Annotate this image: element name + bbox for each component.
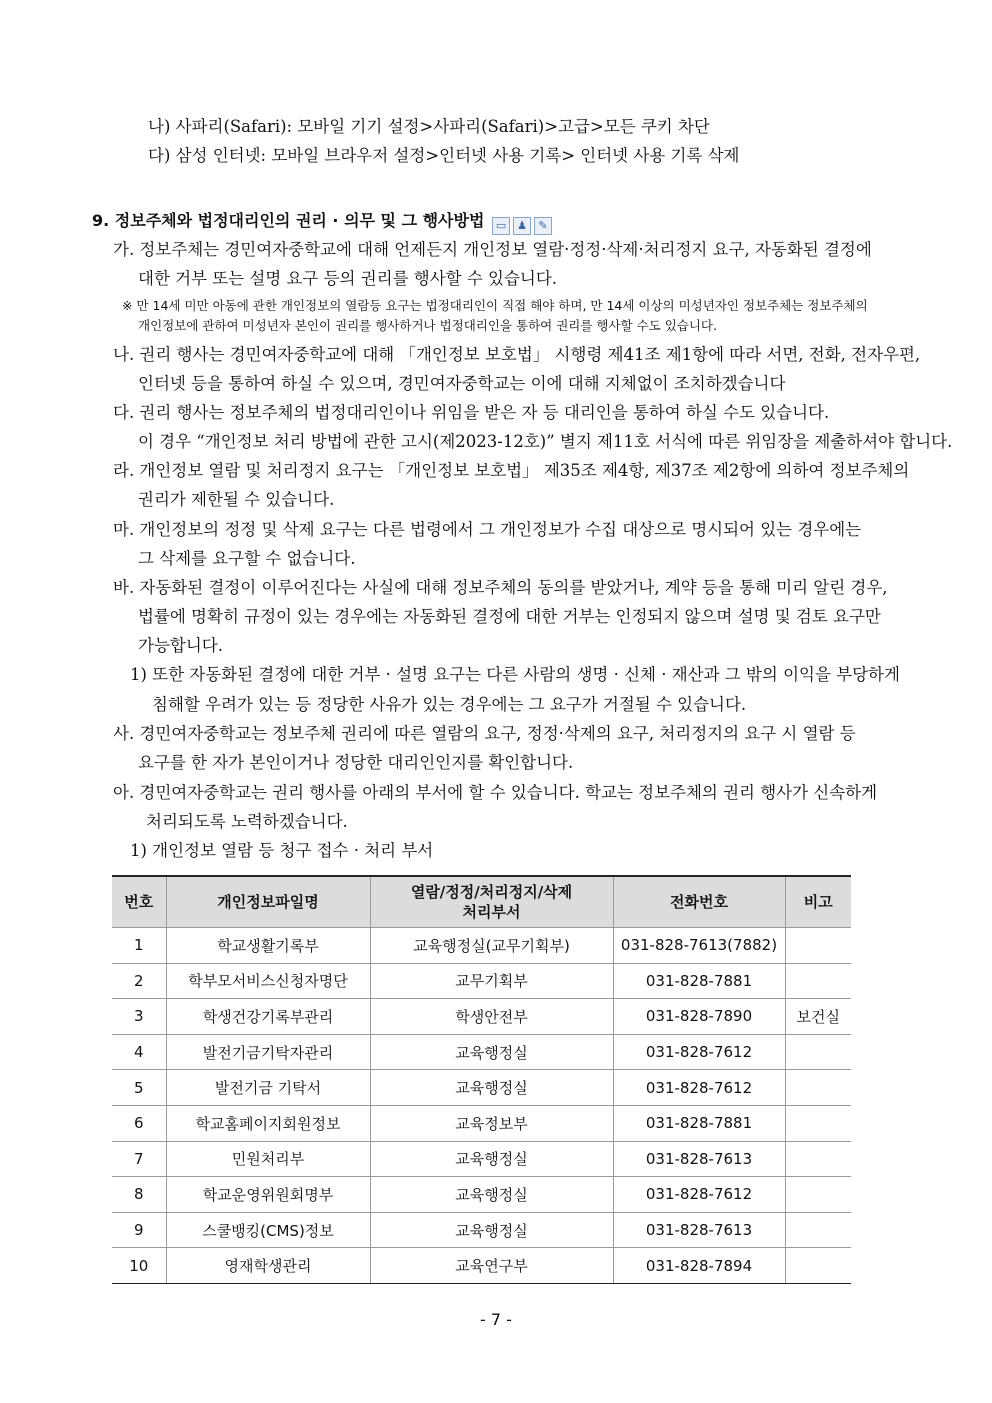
table-row <box>112 1105 851 1141</box>
table-row <box>112 999 851 1035</box>
section-title: 9. 정보주체와 법정대리인의 권리 · 의무 및 그 행사방법 <box>92 211 485 230</box>
table-header-row <box>112 876 851 928</box>
cell-dept: 교육행정실(교무기획부) <box>370 928 613 964</box>
item-sa-line1: 사. 경민여자중학교는 정보주체 권리에 따른 열람의 요구, 정정·삭제의 요구, 처리정지의 요구 시 열람 등 <box>113 724 856 743</box>
consult-icon: ▭ <box>492 217 510 235</box>
cell-note <box>785 963 851 999</box>
item-da-line2: 이 경우 “개인정보 처리 방법에 관한 고시(제2023-12호)” 별지 제11호 서식에 따른 위임장을 제출하셔야 합니다. <box>138 432 953 451</box>
cell-dept: 교육행정실 <box>370 1177 613 1213</box>
table-row <box>112 1212 851 1248</box>
cell-note <box>785 1177 851 1213</box>
cell-phone: 031-828-7613 <box>613 1141 785 1177</box>
item-a-line1: 아. 경민여자중학교는 권리 행사를 아래의 부서에 할 수 있습니다. 학교는 정보주체의 권리 행사가 신속하게 <box>113 783 878 802</box>
cell-no: 9 <box>112 1212 166 1248</box>
cell-note <box>785 1070 851 1106</box>
cell-note <box>785 928 851 964</box>
header-dept <box>370 876 613 928</box>
header-phone: 전화번호 <box>613 876 785 928</box>
cell-phone: 031-828-7881 <box>613 1105 785 1141</box>
item-ga-line2: 대한 거부 또는 설명 요구 등의 권리를 행사할 수 있습니다. <box>138 269 558 288</box>
item-ba-sub-line2: 침해할 우려가 있는 등 정당한 사유가 있는 경우에는 그 요구가 거절될 수 있습니다. <box>152 695 747 714</box>
table-row <box>112 1248 851 1284</box>
header-dept-line1: 열람/정정/처리정지/삭제 <box>410 883 573 901</box>
cell-file: 학교생활기록부 <box>166 928 370 964</box>
cell-phone: 031-828-7613(7882) <box>613 928 785 964</box>
cell-file: 학부모서비스신청자명단 <box>166 963 370 999</box>
item-da-line1: 다. 권리 행사는 정보주체의 법정대리인이나 위임을 받은 자 등 대리인을 통하여 하실 수도 있습니다. <box>113 403 830 422</box>
item-ma-line1: 마. 개인정보의 정정 및 삭제 요구는 다른 법령에서 그 개인정보가 수집 대상으로 명시되어 있는 경우에는 <box>113 520 862 539</box>
cell-note <box>785 1034 851 1070</box>
cell-dept: 교육연구부 <box>370 1248 613 1284</box>
cell-note <box>785 1141 851 1177</box>
cell-no: 3 <box>112 999 166 1035</box>
cell-phone: 031-828-7612 <box>613 1070 785 1106</box>
item-na-line2: 인터넷 등을 통하여 하실 수 있으며, 경민여자중학교는 이에 대해 지체없이 조치하겠습니다 <box>138 374 786 393</box>
item-a-line2: 처리되도록 노력하겠습니다. <box>146 812 348 831</box>
cell-note <box>785 1212 851 1248</box>
cell-dept: 교육행정실 <box>370 1141 613 1177</box>
cell-phone: 031-828-7894 <box>613 1248 785 1284</box>
cell-no: 2 <box>112 963 166 999</box>
item-na-line1: 나. 권리 행사는 경민여자중학교에 대해 「개인정보 보호법」 시행령 제41조 제1항에 따라 서면, 전화, 전자우편, <box>113 345 921 364</box>
cell-note <box>785 1248 851 1284</box>
item-ra-line1: 라. 개인정보 열람 및 처리정지 요구는 「개인정보 보호법」 제35조 제4항, 제37조 제2항에 의하여 정보주체의 <box>113 461 910 480</box>
cell-phone: 031-828-7612 <box>613 1177 785 1213</box>
cell-dept: 교육행정실 <box>370 1212 613 1248</box>
table-row <box>112 1070 851 1106</box>
heading-icon-group <box>492 217 552 235</box>
cell-file: 학생건강기록부관리 <box>166 999 370 1035</box>
cell-dept: 교육행정실 <box>370 1070 613 1106</box>
department-table <box>112 875 851 1284</box>
item-ga-line1: 가. 정보주체는 경민여자중학교에 대해 언제든지 개인정보 열람·정정·삭제·처리정지 요구, 자동화된 결정에 <box>113 240 872 259</box>
edit-icon: ✎ <box>534 217 552 235</box>
cell-dept: 학생안전부 <box>370 999 613 1035</box>
cell-no: 8 <box>112 1177 166 1213</box>
table-row <box>112 928 851 964</box>
page-number: - 7 - <box>480 1310 512 1329</box>
cell-file: 학교운영위원회명부 <box>166 1177 370 1213</box>
cell-file: 발전기금기탁자관리 <box>166 1034 370 1070</box>
item-ba-line2: 법률에 명확히 규정이 있는 경우에는 자동화된 결정에 대한 거부는 인정되지 않으며 설명 및 검토 요구만 <box>138 607 881 626</box>
header-no: 번호 <box>112 876 166 928</box>
browser-samsung-line: 다) 삼성 인터넷: 모바일 브라우저 설정>인터넷 사용 기록> 인터넷 사용 기록 삭제 <box>148 146 740 165</box>
person-icon: ♟ <box>513 217 531 235</box>
item-ba-line3: 가능합니다. <box>138 636 223 655</box>
browser-safari-line: 나) 사파리(Safari): 모바일 기기 설정>사파리(Safari)>고급>모든 쿠키 차단 <box>148 117 710 136</box>
table-caption: 1) 개인정보 열람 등 청구 접수 · 처리 부서 <box>130 841 434 860</box>
cell-dept: 교육정보부 <box>370 1105 613 1141</box>
table-row <box>112 1034 851 1070</box>
cell-phone: 031-828-7612 <box>613 1034 785 1070</box>
cell-note: 보건실 <box>785 999 851 1035</box>
item-ma-line2: 그 삭제를 요구할 수 없습니다. <box>138 549 356 568</box>
cell-no: 6 <box>112 1105 166 1141</box>
table-row <box>112 1141 851 1177</box>
cell-file: 발전기금 기탁서 <box>166 1070 370 1106</box>
header-note: 비고 <box>785 876 851 928</box>
cell-dept: 교육행정실 <box>370 1034 613 1070</box>
cell-no: 4 <box>112 1034 166 1070</box>
section-heading <box>92 210 552 235</box>
cell-phone: 031-828-7881 <box>613 963 785 999</box>
cell-no: 1 <box>112 928 166 964</box>
cell-file: 스쿨뱅킹(CMS)정보 <box>166 1212 370 1248</box>
table-row <box>112 1177 851 1213</box>
cell-note <box>785 1105 851 1141</box>
cell-file: 민원처리부 <box>166 1141 370 1177</box>
item-ba-sub-line1: 1) 또한 자동화된 결정에 대한 거부 · 설명 요구는 다른 사람의 생명 · 신체 · 재산과 그 밖의 이익을 부당하게 <box>130 665 900 684</box>
header-file: 개인정보파일명 <box>166 876 370 928</box>
cell-dept: 교무기획부 <box>370 963 613 999</box>
item-ba-line1: 바. 자동화된 결정이 이루어진다는 사실에 대해 정보주체의 동의를 받았거나, 계약 등을 통해 미리 알린 경우, <box>113 578 888 597</box>
header-dept-line2: 처리부서 <box>462 903 521 921</box>
table-row <box>112 963 851 999</box>
cell-phone: 031-828-7613 <box>613 1212 785 1248</box>
item-ra-line2: 권리가 제한될 수 있습니다. <box>138 490 335 509</box>
cell-phone: 031-828-7890 <box>613 999 785 1035</box>
cell-no: 7 <box>112 1141 166 1177</box>
item-sa-line2: 요구를 한 자가 본인이거나 정당한 대리인인지를 확인합니다. <box>138 753 574 772</box>
cell-no: 10 <box>112 1248 166 1284</box>
note-line1: ※ 만 14세 미만 아동에 관한 개인정보의 열람등 요구는 법정대리인이 직접 해야 하며, 만 14세 이상의 미성년자인 정보주체는 정보주체의 <box>122 298 868 313</box>
note-line2: 개인정보에 관하여 미성년자 본인이 권리를 행사하거나 법정대리인을 통하여 권리를 행사할 수도 있습니다. <box>138 318 717 333</box>
cell-file: 학교홈페이지회원정보 <box>166 1105 370 1141</box>
cell-file: 영재학생관리 <box>166 1248 370 1284</box>
cell-no: 5 <box>112 1070 166 1106</box>
